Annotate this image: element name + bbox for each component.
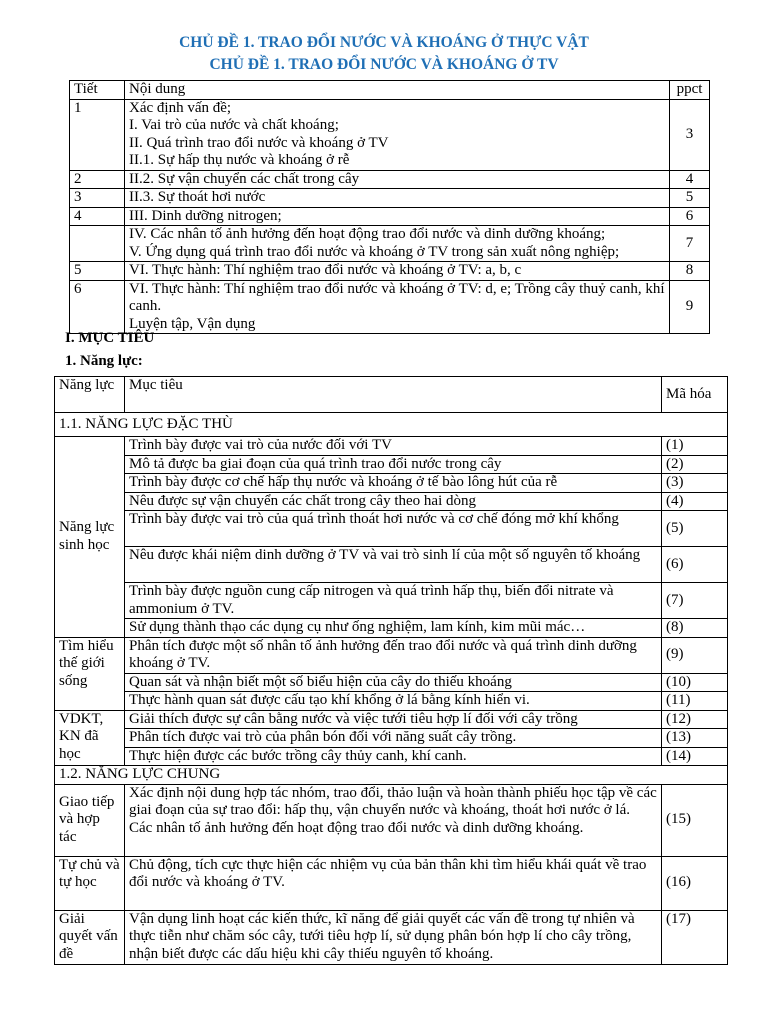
header-ppct: ppct <box>670 81 710 100</box>
content-cell: II.3. Sự thoát hơi nước <box>125 189 670 208</box>
general-code: (16) <box>662 856 728 910</box>
section-row <box>55 766 728 785</box>
goal-row <box>55 692 728 711</box>
goal-code: (4) <box>662 492 728 511</box>
goal-text: Mô tả được ba giai đoạn của quá trình trao đổi nước trong cây <box>125 455 662 474</box>
header-tiet: Tiết <box>70 81 125 100</box>
schedule-row <box>70 207 710 226</box>
goal-text: Phân tích được một số nhân tố ảnh hưởng đến trao đổi nước và quá trình dinh dưỡng khoáng ở TV. <box>125 637 662 673</box>
header-noi-dung: Nội dung <box>125 81 670 100</box>
goal-text: Trình bày được vai trò của quá trình thoát hơi nước và cơ chế đóng mở khí khổng <box>125 511 662 547</box>
general-row <box>55 910 728 964</box>
schedule-table <box>69 80 710 334</box>
sub-heading: 1. Năng lực: <box>65 353 143 369</box>
content-cell: III. Dinh dưỡng nitrogen; <box>125 207 670 226</box>
content-line: IV. Các nhân tố ảnh hưởng đến hoạt động trao đổi nước và dinh dưỡng khoáng; <box>129 226 606 242</box>
goal-text: Phân tích được vai trò của phân bón đối với năng suất cây trồng. <box>125 729 662 748</box>
goal-code: (12) <box>662 710 728 729</box>
content-cell <box>125 99 670 170</box>
goal-row <box>55 455 728 474</box>
ppct-cell: 3 <box>670 99 710 170</box>
content-cell: VI. Thực hành: Thí nghiệm trao đổi nước và khoáng ở TV: a, b, c <box>125 262 670 281</box>
ppct-cell: 5 <box>670 189 710 208</box>
general-text: Xác định nội dung hợp tác nhóm, trao đổi, thảo luận và hoàn thành phiếu học tập về các giai đoạn của sự trao đổi: hấp thụ, vận chuyển nước và khoáng, thoát hơi nước ở lá. Các nhân tố ảnh hưởng đến hoạt động trao đổi nước và dinh dưỡng khoáng. <box>125 784 662 856</box>
general-name: Giao tiếp và hợp tác <box>55 784 125 856</box>
content-line: I. Vai trò của nước và chất khoáng; <box>129 117 339 133</box>
group-name-sinh-hoc: Năng lực sinh học <box>55 437 125 638</box>
content-line: V. Ứng dụng quá trình trao đổi nước và khoáng ở TV trong sản xuất nông nghiệp; <box>129 243 620 260</box>
schedule-row <box>70 226 710 262</box>
tiet-cell: 4 <box>70 207 125 226</box>
section-heading: I. MỤC TIÊU <box>65 330 155 346</box>
goal-row <box>55 673 728 692</box>
header-muc-tieu: Mục tiêu <box>125 377 662 413</box>
goal-row <box>55 474 728 493</box>
header-nang-luc: Năng lực <box>55 377 125 413</box>
section-nang-luc-chung: 1.2. NĂNG LỰC CHUNG <box>55 766 728 785</box>
content-cell <box>125 226 670 262</box>
document-title: CHỦ ĐỀ 1. TRAO ĐỔI NƯỚC VÀ KHOÁNG Ở THỰC VẬT <box>179 34 589 51</box>
goal-code: (14) <box>662 747 728 766</box>
goal-code: (10) <box>662 673 728 692</box>
general-name: Tự chủ và tự học <box>55 856 125 910</box>
section-row <box>55 413 728 437</box>
goal-text: Trình bày được nguồn cung cấp nitrogen và quá trình hấp thụ, biến đổi nitrate và ammonium ở TV. <box>125 583 662 619</box>
goals-table <box>54 376 728 965</box>
content-cell <box>125 280 670 334</box>
goal-code: (8) <box>662 619 728 638</box>
content-line: VI. Thực hành: Thí nghiệm trao đổi nước và khoáng ở TV: d, e; Trồng cây thuỷ canh, khí canh. <box>129 280 665 314</box>
goal-code: (2) <box>662 455 728 474</box>
goal-code: (1) <box>662 437 728 456</box>
ppct-cell: 8 <box>670 262 710 281</box>
goal-code: (11) <box>662 692 728 711</box>
goal-row <box>55 511 728 547</box>
schedule-row <box>70 262 710 281</box>
ppct-cell: 4 <box>670 170 710 189</box>
ppct-cell: 6 <box>670 207 710 226</box>
goal-row <box>55 547 728 583</box>
goal-code: (7) <box>662 583 728 619</box>
schedule-header-row <box>70 81 710 100</box>
general-row <box>55 856 728 910</box>
goal-code: (5) <box>662 511 728 547</box>
goal-row <box>55 492 728 511</box>
content-line: Xác định vấn đề; <box>129 99 232 116</box>
content-cell: II.2. Sự vận chuyển các chất trong cây <box>125 170 670 189</box>
goal-code: (13) <box>662 729 728 748</box>
goal-code: (9) <box>662 637 728 673</box>
goals-header-row <box>55 377 728 413</box>
general-text: Vận dụng linh hoạt các kiến thức, kĩ năng để giải quyết các vấn đề trong tự nhiên và thực tiễn như chăm sóc cây, tưới tiêu hợp lí, sử dụng phân bón hợp lí cho cây trồng, nhận biết được các dấu hiệu khi cây thiếu nguyên tố khoáng. <box>125 910 662 964</box>
section-nang-luc-dac-thu: 1.1. NĂNG LỰC ĐẶC THÙ <box>55 413 728 437</box>
content-line: II. Quá trình trao đổi nước và khoáng ở TV <box>129 134 389 151</box>
goal-text: Thực hành quan sát được cấu tạo khí khổng ở lá bằng kính hiển vi. <box>125 692 662 711</box>
schedule-row <box>70 170 710 189</box>
tiet-cell: 3 <box>70 189 125 208</box>
goal-row <box>55 437 728 456</box>
goal-text: Trình bày được vai trò của nước đối với TV <box>125 437 662 456</box>
goal-text: Trình bày được cơ chế hấp thụ nước và khoáng ở tế bào lông hút của rễ <box>125 474 662 493</box>
goal-row <box>55 583 728 619</box>
general-code: (15) <box>662 784 728 856</box>
goal-text: Nêu được sự vận chuyển các chất trong cây theo hai dòng <box>125 492 662 511</box>
general-name: Giải quyết vấn đề <box>55 910 125 964</box>
content-line: Luyện tập, Vận dụng <box>129 315 256 332</box>
schedule-row <box>70 99 710 170</box>
ppct-cell: 7 <box>670 226 710 262</box>
goal-text: Sử dụng thành thạo các dụng cụ như ống nghiệm, lam kính, kim mũi mác… <box>125 619 662 638</box>
goal-row <box>55 729 728 748</box>
schedule-row <box>70 280 710 334</box>
goal-code: (6) <box>662 547 728 583</box>
schedule-row <box>70 189 710 208</box>
general-row <box>55 784 728 856</box>
tiet-cell: 5 <box>70 262 125 281</box>
group-name-vdkt: VDKT, KN đã học <box>55 710 125 766</box>
goal-text: Nêu được khái niệm dinh dưỡng ở TV và vai trò sinh lí của một số nguyên tố khoáng <box>125 547 662 583</box>
ppct-cell: 9 <box>670 280 710 334</box>
tiet-cell: 1 <box>70 99 125 170</box>
goal-text: Thực hiện được các bước trồng cây thủy canh, khí canh. <box>125 747 662 766</box>
header-ma-hoa: Mã hóa <box>662 377 728 413</box>
tiet-cell <box>70 226 125 262</box>
goal-row <box>55 747 728 766</box>
goal-row <box>55 619 728 638</box>
goal-text: Giải thích được sự cân bằng nước và việc tưới tiêu hợp lí đối với cây trồng <box>125 710 662 729</box>
general-code: (17) <box>662 910 728 964</box>
content-line: II.1. Sự hấp thụ nước và khoáng ở rễ <box>129 152 350 168</box>
goal-text: Quan sát và nhận biết một số biểu hiện của cây do thiếu khoáng <box>125 673 662 692</box>
general-text: Chủ động, tích cực thực hiện các nhiệm vụ của bản thân khi tìm hiểu khái quát về trao đổi nước và khoáng ở TV. <box>125 856 662 910</box>
goal-row <box>55 637 728 673</box>
goal-code: (3) <box>662 474 728 493</box>
tiet-cell: 6 <box>70 280 125 334</box>
document-subtitle: CHỦ ĐỀ 1. TRAO ĐỔI NƯỚC VÀ KHOÁNG Ở TV <box>209 56 559 73</box>
group-name-tim-hieu: Tìm hiểu thế giới sống <box>55 637 125 710</box>
goal-row <box>55 710 728 729</box>
tiet-cell: 2 <box>70 170 125 189</box>
